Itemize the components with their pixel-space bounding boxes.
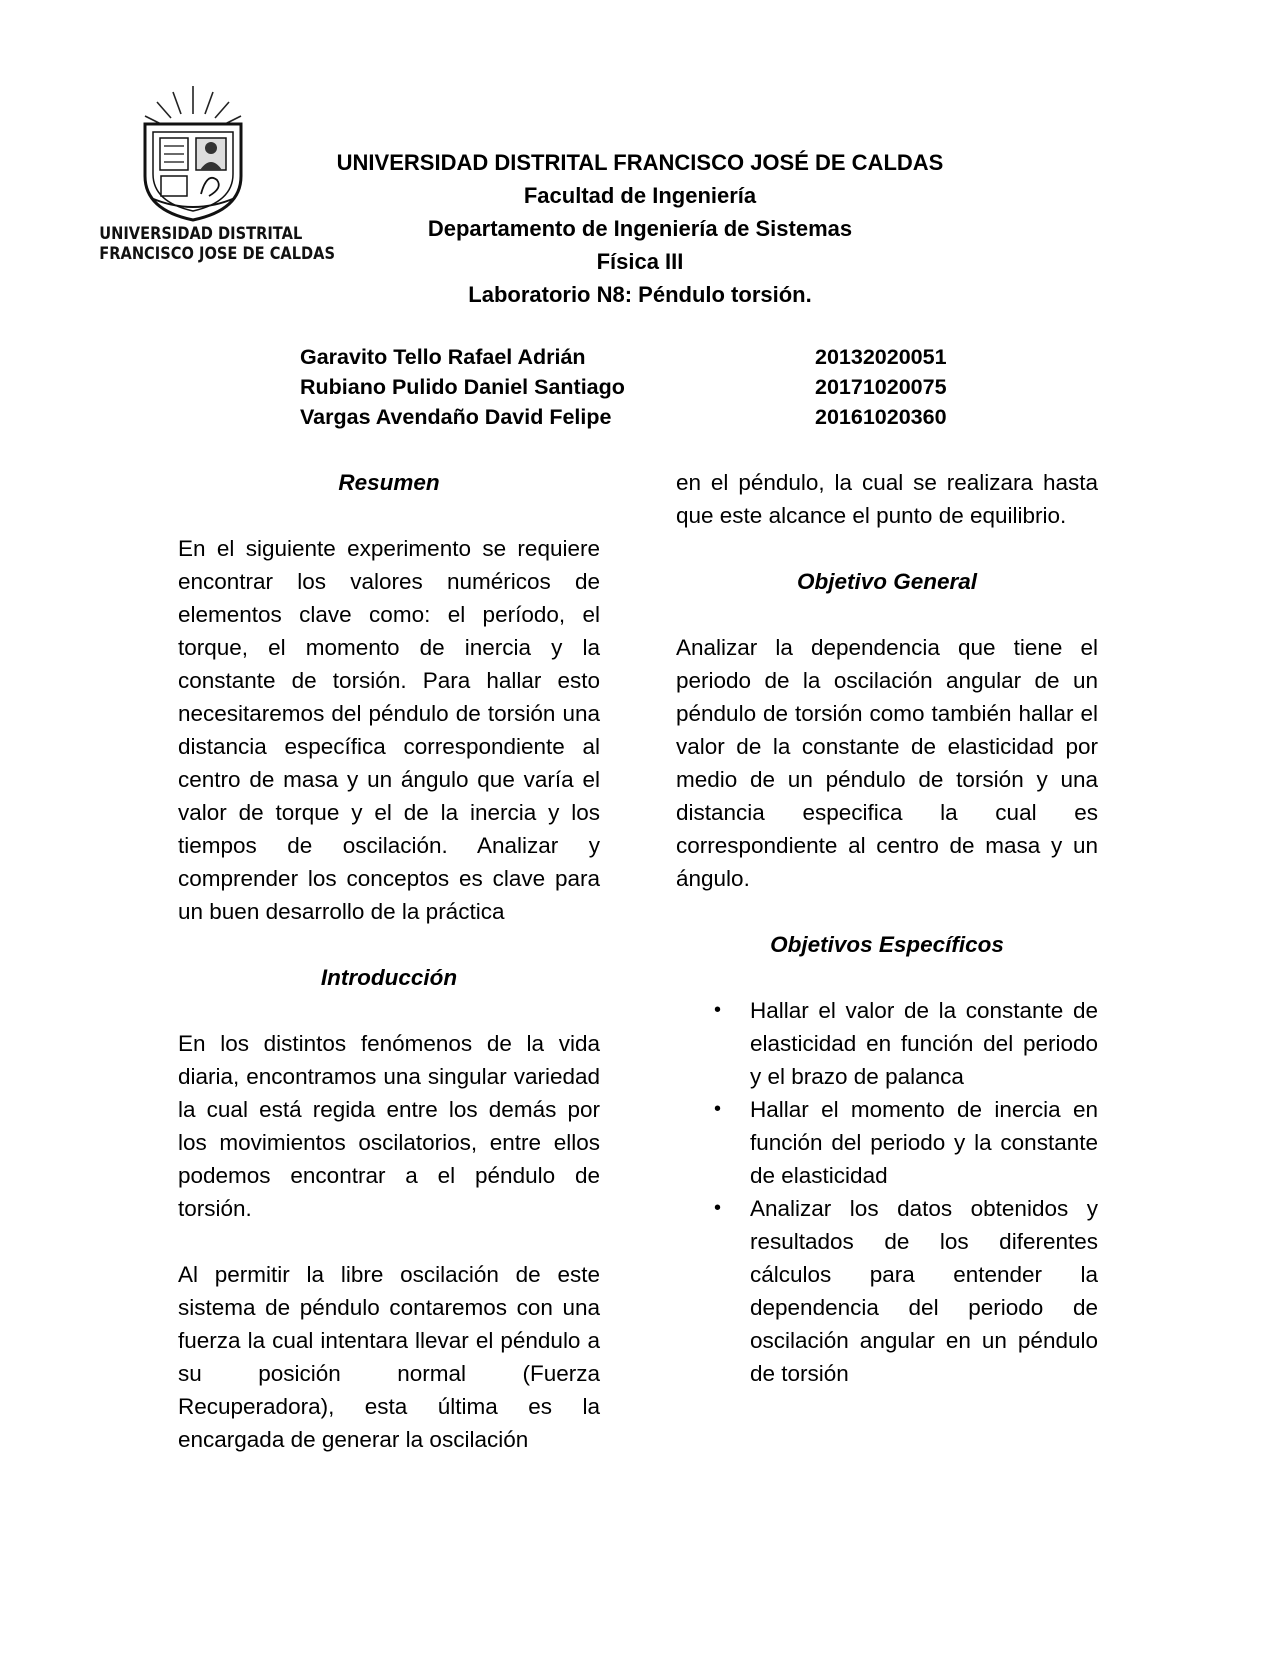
author-name: Rubiano Pulido Daniel Santiago bbox=[300, 375, 625, 399]
introduccion-paragraph-1: En los distintos fenómenos de la vida diaria, encontramos una singular variedad la cual está regida entre los demás por los movimientos oscilatorios, entre ellos podemos encontrar a el péndulo de torsión. bbox=[178, 1031, 600, 1221]
resumen-text: En el siguiente experimento se requiere encontrar los valores numéricos de elementos clave como: el período, el torque, el momento de inercia y la constante de torsión. Para hallar esto necesitaremos del péndulo de torsión una distancia específica correspondiente al centro de masa y un ángulo que varía el valor de torque y el de la inercia y los tiempos de oscilación. Analizar y comprender los conceptos es clave para un buen desarrollo de la práctica bbox=[178, 536, 600, 924]
objetivos-especificos-heading: Objetivos Específicos bbox=[770, 932, 1004, 957]
right-column bbox=[676, 466, 1098, 1390]
bullet-icon: • bbox=[714, 999, 722, 1021]
author-row bbox=[300, 402, 990, 432]
introduccion-continuation: en el péndulo, la cual se realizara hasta que este alcance el punto de equilibrio. bbox=[676, 470, 1098, 528]
objetivo-especifico-text: Hallar el valor de la constante de elasticidad en función del periodo y el brazo de palanca bbox=[750, 998, 1098, 1089]
list-item bbox=[676, 1093, 1098, 1192]
objetivo-general-text: Analizar la dependencia que tiene el periodo de la oscilación angular de un péndulo de torsión como también hallar el valor de la constante de elasticidad por medio de un péndulo de torsión y una distancia especifica la cual es correspondiente al centro de masa y un ángulo. bbox=[676, 635, 1098, 891]
objetivo-general-heading: Objetivo General bbox=[796, 569, 978, 594]
introduccion-paragraph-2: Al permitir la libre oscilación de este sistema de péndulo contaremos con una fuerza la cual intentara llevar el péndulo a su posición normal (Fuerza Recuperadora), esta última es la encargada de generar la oscilación bbox=[178, 1262, 600, 1452]
logo-text-line2: FRANCISCO JOSE DE CALDAS bbox=[99, 244, 336, 264]
faculty-name: Facultad de Ingeniería bbox=[523, 183, 757, 208]
document-header bbox=[300, 146, 980, 311]
introduccion-heading: Introducción bbox=[320, 965, 458, 990]
bullet-icon: • bbox=[714, 1197, 722, 1219]
university-logo bbox=[84, 84, 336, 272]
author-name: Vargas Avendaño David Felipe bbox=[300, 405, 612, 429]
bullet-icon: • bbox=[714, 1098, 722, 1120]
department-name: Departamento de Ingeniería de Sistemas bbox=[427, 216, 853, 241]
author-list bbox=[300, 342, 990, 432]
resumen-heading: Resumen bbox=[338, 470, 440, 495]
list-item bbox=[676, 1192, 1098, 1390]
list-item bbox=[676, 994, 1098, 1093]
objetivo-especifico-text: Hallar el momento de inercia en función del periodo y la constante de elasticidad bbox=[750, 1097, 1098, 1188]
university-name: UNIVERSIDAD DISTRITAL FRANCISCO JOSÉ DE CALDAS bbox=[336, 150, 944, 175]
author-code: 20161020360 bbox=[815, 405, 947, 429]
objetivo-especifico-text: Analizar los datos obtenidos y resultados de los diferentes cálculos para entender la dependencia del periodo de oscilación angular en un péndulo de torsión bbox=[750, 1196, 1098, 1386]
author-code: 20132020051 bbox=[815, 345, 947, 369]
university-crest-icon bbox=[133, 84, 253, 224]
lab-title: Laboratorio N8: Péndulo torsión. bbox=[468, 282, 812, 307]
course-name: Física III bbox=[596, 249, 684, 274]
author-name: Garavito Tello Rafael Adrián bbox=[300, 345, 586, 369]
author-row bbox=[300, 372, 990, 402]
author-row bbox=[300, 342, 990, 372]
objetivos-especificos-list bbox=[676, 994, 1098, 1390]
author-code: 20171020075 bbox=[815, 375, 947, 399]
left-column bbox=[178, 466, 600, 1456]
logo-text-line1: UNIVERSIDAD DISTRITAL bbox=[99, 224, 303, 244]
